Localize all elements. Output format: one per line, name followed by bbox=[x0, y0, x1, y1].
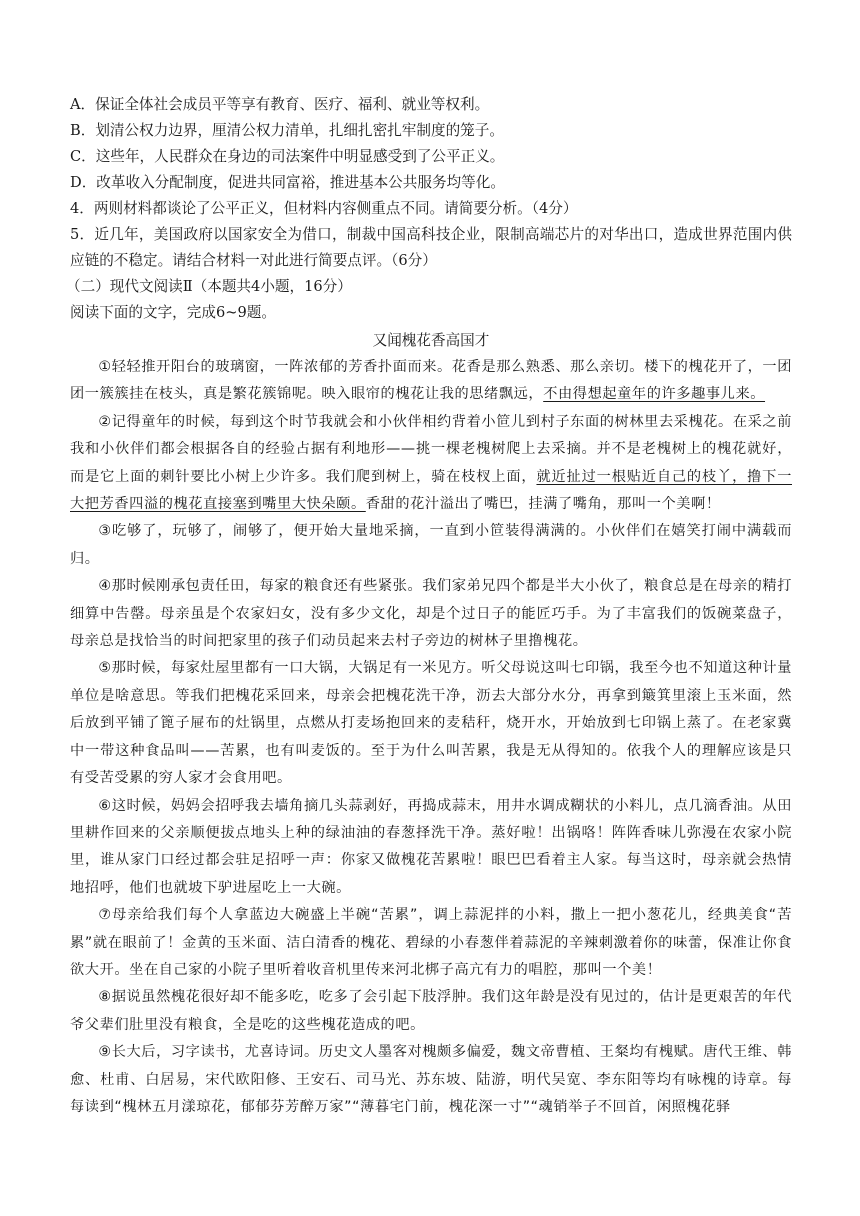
paragraph-2-text: ②记得童年的时候，每到这个时节我就会和小伙伴相约背着小笸儿到村子东面的树林里去采槐花。在采之前我和小伙伴们都会根据各自的经验占据有利地形——挑一棵老槐树爬上去采摘。并不是老槐树上的槐花就好，而是它上面的刺针要比小树上少许多。我们爬到树上，骑在枝杈上面， bbox=[70, 413, 792, 485]
paragraph-4: ④那时候刚承包责任田，每家的粮食还有些紧张。我们家弟兄四个都是半大小伙了，粮食总是在母亲的精打细算中告罄。母亲虽是个农家妇女，没有多少文化，却是个过日子的能匠巧手。为了丰富我们的饭碗菜盘子，母亲总是找恰当的时间把家里的孩子们动员起来去村子旁边的树林子里撸槐花。 bbox=[70, 578, 792, 650]
paragraph-2-text-end: 香甜的花汁溢出了嘴巴，挂满了嘴角，那叫一个美啊！ bbox=[365, 496, 721, 513]
paragraph-9: ⑨长大后，习字读书，尤喜诗词。历史文人墨客对槐颇多偏爱，魏文帝曹植、王粲均有槐赋。唐代王维、韩愈、杜甫、白居易，宋代欧阳修、王安石、司马光、苏东坡、陆游，明代吴宽、李东阳等均有咏槐的诗章。每每读到“槐林五月漾琼花，郁郁芬芳醉万家”“薄暮宅门前，槐花深一寸”“魂销举子不回首，闲照槐花驿 bbox=[70, 1044, 792, 1115]
paragraph-5: ⑤那时候，每家灶屋里都有一口大锅，大锅足有一米见方。听父母说这叫七印锅，我至今也不知道这种计量单位是啥意思。等我们把槐花采回来，母亲会把槐花洗干净，沥去大部分水分，再拿到簸箕里滚上玉米面，然后放到平铺了篦子屉布的灶锅里，点燃从打麦场抱回来的麦秸秆，烧开水，开始放到七印锅上蒸了。在老家冀中一带这种食品叫——苦累，也有叫麦饭的。至于为什么叫苦累，我是无从得知的。依我个人的理解应该是只有受苦受累的穷人家才会食用吧。 bbox=[70, 660, 792, 787]
document-page bbox=[66, 92, 792, 1121]
option-a: A．保证全体社会成员平等享有教育、医疗、福利、就业等权利。 bbox=[70, 96, 490, 113]
paragraph-1-underlined: 不由得想起童年的许多趣事儿来。 bbox=[543, 386, 766, 403]
paragraph-2 bbox=[70, 409, 792, 519]
reading-instruction: 阅读下面的文字，完成6~9题。 bbox=[70, 304, 276, 321]
option-d: D．改革收入分配制度，促进共同富裕，推进基本公共服务均等化。 bbox=[70, 174, 505, 191]
question-4: 4．两则材料都谈论了公平正义，但材料内容侧重点不同。请简要分析。（4分） bbox=[70, 200, 578, 217]
option-c: C．这些年，人民群众在身边的司法案件中明显感受到了公平正义。 bbox=[70, 148, 505, 165]
paragraph-7: ⑦母亲给我们每个人拿蓝边大碗盛上半碗“苦累”，调上蒜泥拌的小料，撒上一把小葱花儿，经典美食“苦累”就在眼前了！金黄的玉米面、洁白清香的槐花、碧绿的小春葱伴着蒜泥的辛辣刺激着你的味蕾，保准让你食欲大开。坐在自己家的小院子里听着收音机里传来河北梆子高亢有力的唱腔，那叫一个美！ bbox=[70, 907, 792, 978]
option-b: B．划清公权力边界，厘清公权力清单，扎细扎密扎牢制度的笼子。 bbox=[70, 122, 504, 139]
question-5: 5．近几年，美国政府以国家安全为借口，制裁中国高科技企业，限制高端芯片的对华出口，造成世界范围内供应链的不稳定。请结合材料一对此进行简要点评。（6分） bbox=[70, 226, 792, 269]
article-title: 又闻槐花香高国才 bbox=[372, 332, 490, 349]
paragraph-2-underlined: 就近扯过一根贴近自己的枝丫，撸下一大把芳香四溢的槐花直接塞到嘴里大快朵颐。 bbox=[70, 468, 792, 513]
paragraph-3: ③吃够了，玩够了，闹够了，便开始大量地采摘，一直到小笸装得满满的。小伙伴们在嬉笑打闹中满载而归。 bbox=[70, 523, 792, 567]
paragraph-1-text: ①轻轻推开阳台的玻璃窗，一阵浓郁的芳香扑面而来。花香是那么熟悉、那么亲切。楼下的槐花开了，一团团一簇簇挂在枝头，真是繁花簇锦呢。映入眼帘的槐花让我的思绪飘远， bbox=[70, 359, 792, 403]
paragraph-6: ⑥这时候，妈妈会招呼我去墙角摘几头蒜剥好，再捣成蒜末，用井水调成糊状的小料儿，点几滴香油。从田里耕作回来的父亲顺便拔点地头上种的绿油油的春葱择洗干净。蒸好啦！出锅咯！阵阵香味儿弥漫在农家小院里，谁从家门口经过都会驻足招呼一声：你家又做槐花苦累啦！眼巴巴看着主人家。每当这时，母亲就会热情地招呼，他们也就坡下驴进屋吃上一大碗。 bbox=[70, 797, 792, 896]
paragraph-8: ⑧据说虽然槐花很好却不能多吃，吃多了会引起下肢浮肿。我们这年龄是没有见过的，估计是更艰苦的年代爷父辈们肚里没有粮食，全是吃的这些槐花造成的吧。 bbox=[70, 989, 792, 1033]
section-heading: （二）现代文阅读Ⅱ（本题共4小题，16分） bbox=[66, 278, 352, 295]
paragraph-1 bbox=[70, 354, 792, 409]
